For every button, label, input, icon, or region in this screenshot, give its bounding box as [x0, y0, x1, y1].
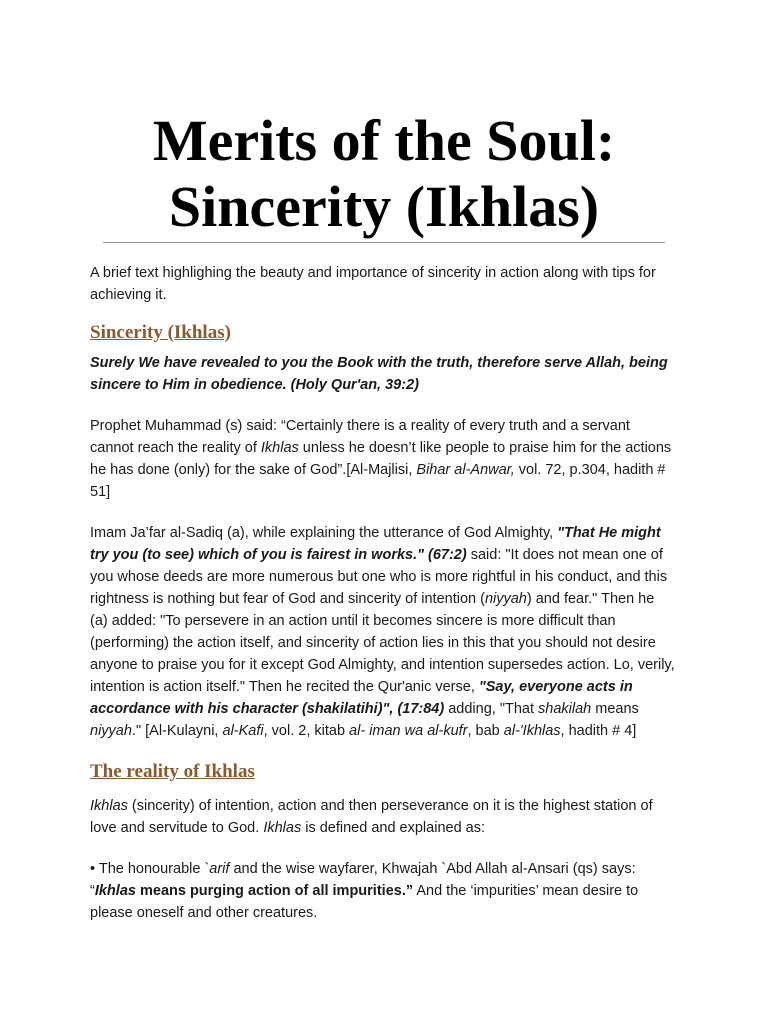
page-title: [0, 108, 768, 240]
title-divider: [103, 242, 665, 243]
document-body: [90, 262, 676, 924]
prophet-hadith-paragraph: Prophet Muhammad (s) said: “Certainly there is a reality of every truth and a servant cannot reach the reality of Ikhlas unless he doesn’t like people to praise him for the actions he has done (only) for the sake of God”.[Al-Majlisi, Bihar al-Anwar, vol. 72, p.304, hadith # 51]: [90, 418, 672, 500]
imam-sadiq-paragraph: Imam Ja’far al-Sadiq (a), while explaining the utterance of God Almighty, "That He might try you (to see) which of you is fairest in works." (67:2) said: "It does not mean one of you whose deeds are more numerous but one who is more rightful in his conduct, and this rightness is nothing but fear of God and sincerity of intention (niyyah) and fear." Then he (a) added: "To persevere in an action until it becomes sincere is more difficult than (performing) the action itself, and sincerity of action lies in this that you should not desire anyone to praise you for it except God Almighty, and intention supersedes action. Lo, verily, intention is action itself." Then he recited the Qur'anic verse, "Say, everyone acts in accordance with his character (shakilatihi)", (17:84) adding, "That shakilah means niyyah." [Al-Kulayni, al-Kafi, vol. 2, kitab al- iman wa al-kufr, bab al-'Ikhlas, hadith # 4]: [90, 525, 675, 739]
quran-quote: Surely We have revealed to you the Book with the truth, therefore serve Allah, being sincere to Him in obedience. (Holy Qur'an, 39:2): [90, 355, 668, 393]
title-line-1: Merits of the Soul:: [152, 108, 616, 173]
heading-sincerity: Sincerity (Ikhlas): [90, 322, 231, 343]
ikhlas-definition-paragraph: Ikhlas (sincerity) of intention, action and then perseverance on it is the highest station of love and servitude to God. Ikhlas is defined and explained as:: [90, 798, 653, 836]
title-line-2: Sincerity (Ikhlas): [168, 174, 600, 239]
intro-paragraph: A brief text highlighing the beauty and importance of sincerity in action along with tips for achieving it.: [90, 265, 656, 303]
heading-reality-of-ikhlas: The reality of Ikhlas: [90, 761, 255, 782]
ansari-bullet-paragraph: • The honourable `arif and the wise wayfarer, Khwajah `Abd Allah al-Ansari (qs) says: “Ikhlas means purging action of all impurities.” And the ‘impurities’ mean desire to please oneself and other creatures.: [90, 861, 639, 921]
